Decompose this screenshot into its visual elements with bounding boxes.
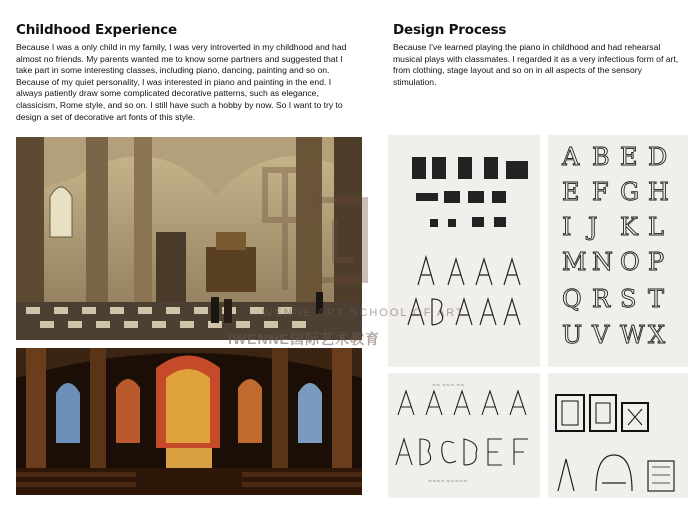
svg-text:W: W [620,321,645,349]
watermark-line-1: WENNE ART SCHOOL OF ART [262,307,465,319]
svg-text:R: R [592,285,611,313]
svg-text:K: K [620,213,638,241]
watermark-line-2: IWENNE国际艺术教育 [228,331,380,347]
watermark-logo [255,160,375,300]
svg-text:E: E [620,143,638,171]
svg-text:G: G [620,178,640,206]
svg-text:E: E [562,178,580,206]
svg-text:P: P [648,248,665,276]
sketch-panel-3 [388,373,540,498]
svg-text:D: D [648,143,668,171]
svg-text:L: L [648,213,664,241]
stained-glass-photo [16,348,362,495]
svg-text:M: M [562,248,587,276]
sketch-4-drawing [548,373,688,498]
childhood-title: Childhood Experience [16,22,177,38]
svg-text:A: A [562,143,580,171]
sketch-1-drawing [388,135,540,367]
svg-text:~~ ~~~ ~~: ~~ ~~~ ~~ [432,383,465,389]
childhood-text: Because I was a only child in my family, I was very introverted in my childhood and had almost no friends. My parents wanted me to know some partners and suggested that I take part in some interesting classes, including piano, dancing, painting and so on. Because of my quiet personality, I was interested in piano and painting in the end. I always patiently draw some complicated decorative patterns, such as elegance, classicism, Rome style, and so on. I still have such a hobby by now. So I want to try to design a set of decorative art fonts of this style. [16,42,347,122]
svg-text:I: I [562,213,572,241]
svg-text:N: N [592,248,613,276]
design-process-text: Because I've learned playing the piano in childhood and had rehearsal musical plays with classmates. I regarded it as a very infectious form of art, from clothing, stage layout and so on in all aspects of the sensory stimulation. [393,42,679,87]
svg-text:J: J [588,213,598,241]
svg-text:O: O [620,248,640,276]
svg-text:~~~~ ~~~~~: ~~~~ ~~~~~ [428,479,468,485]
sketch-panel-2 [548,135,688,367]
svg-text:F: F [592,178,609,206]
svg-text:U: U [562,321,583,349]
svg-text:V: V [592,321,610,349]
stained-glass-art [16,348,362,495]
svg-text:X: X [648,321,666,349]
sketch-panel-1 [388,135,540,367]
sketch-2-drawing [548,135,688,367]
sketch-panel-4 [548,373,688,498]
svg-text:T: T [648,285,665,313]
svg-text:B: B [592,143,610,171]
svg-text:Q: Q [562,285,582,313]
svg-text:H: H [648,178,669,206]
sketch-3-drawing [388,373,540,498]
design-process-title: Design Process [393,22,507,38]
svg-text:S: S [620,285,637,313]
